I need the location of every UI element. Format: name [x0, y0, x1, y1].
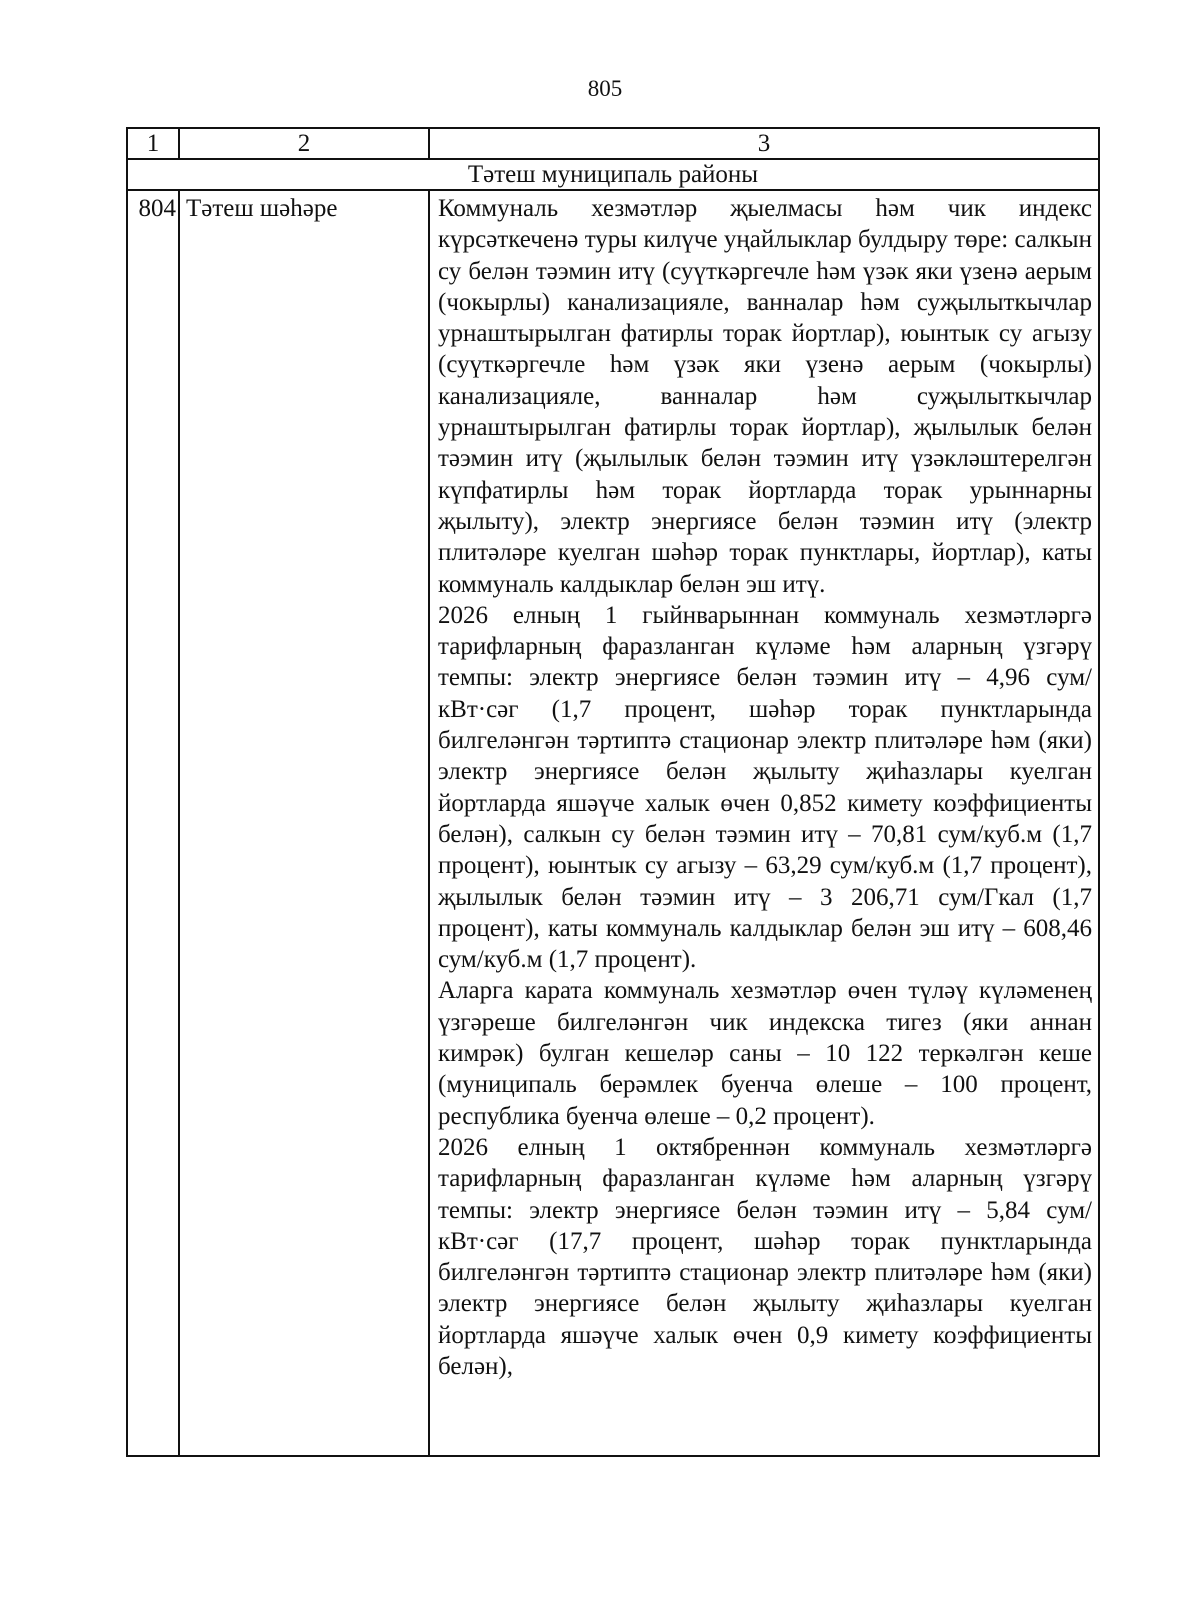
paragraph-tariffs-january: 2026 елның 1 гыйнварыннан коммуналь хезмәтләргә тарифларның фаразланган күләме һәм аларның үзгәрү темпы: электр энергиясе белән тәэмин итү – 4,96 сум/кВт·сәг (1,7 процент, шәһәр торак пунктларында билгеләнгән тәртиптә стационар электр плитәләре һәм (яки) электр энергиясе белән җылыту җиһазлары куелган йортларда яшәүче халык өчен 0,852 кимету коэффициенты белән), салкын су белән тәэмин итү – 70,81 сум/куб.м (1,7 процент), юынтык су агызу – 63,29 сум/куб.м (1,7 процент), җылылык белән тәэмин итү – 3 206,71 сум/Гкал (1,7 процент), каты коммуналь калдыклар белән эш итү – 608,46 сум/куб.м (1,7 процент). — [438, 601, 1092, 974]
column-header-2: 2 — [179, 128, 429, 159]
column-header-1: 1 — [127, 128, 179, 159]
district-name: Тәтеш муниципаль районы — [127, 159, 1099, 190]
page-number: 805 — [587, 76, 623, 101]
paragraph-population: Аларга карата коммуналь хезмәтләр өчен түләү күләменең үзгәреше билгеләнгән чик индекска тигез (яки аннан кимрәк) булган кешеләр саны – 10 122 теркәлгән кеше (муниципаль берәмлек буенча өлеше – 100 процент, республика буенча өлеше – 0,2 процент). — [438, 977, 1092, 1130]
row-description — [429, 190, 1099, 1456]
tariff-table — [126, 127, 1100, 1457]
table-header-row — [127, 128, 1099, 159]
column-header-3: 3 — [429, 128, 1099, 159]
row-number: 804 — [127, 190, 179, 1456]
table-row — [127, 190, 1099, 1456]
paragraph-tariffs-october: 2026 елның 1 октябреннән коммуналь хезмәтләргә тарифларның фаразланган күләме һәм аларның үзгәрү темпы: электр энергиясе белән тәэмин итү – 5,84 сум/кВт·сәг (17,7 процент, шәһәр торак пунктларында билгеләнгән тәртиптә стационар электр плитәләре һәм (яки) электр энергиясе белән җылыту җиһазлары куелган йортларда яшәүче халык өчен 0,9 кимету коэффициенты белән), — [438, 1133, 1092, 1380]
settlement-name: Тәтеш шәһәре — [179, 190, 429, 1456]
paragraph-amenities: Коммуналь хезмәтләр җыелмасы һәм чик индекс күрсәткеченә туры килүче уңайлыклар булдыру төре: салкын су белән тәэмин итү (суүткәргечле һәм үзәк яки үзенә аерым (чокырлы) канализацияле, ванналар һәм суҗылыткычлар урнаштырылган фатирлы торак йортлар), юынтык су агызу (суүткәргечле һәм үзәк яки үзенә аерым (чокырлы) канализацияле, ванналар һәм суҗылыткычлар урнаштырылган фатирлы торак йортлар), җылылык белән тәэмин итү (җылылык белән тәэмин итү үзәкләштерелгән күпфатирлы һәм торак йортларда торак урыннарны җылыту), электр энергиясе белән тәэмин итү (электр плитәләре куелган шәһәр торак пунктлары, йортлар), каты коммуналь калдыклар белән эш итү. — [438, 195, 1092, 598]
district-row — [127, 159, 1099, 190]
